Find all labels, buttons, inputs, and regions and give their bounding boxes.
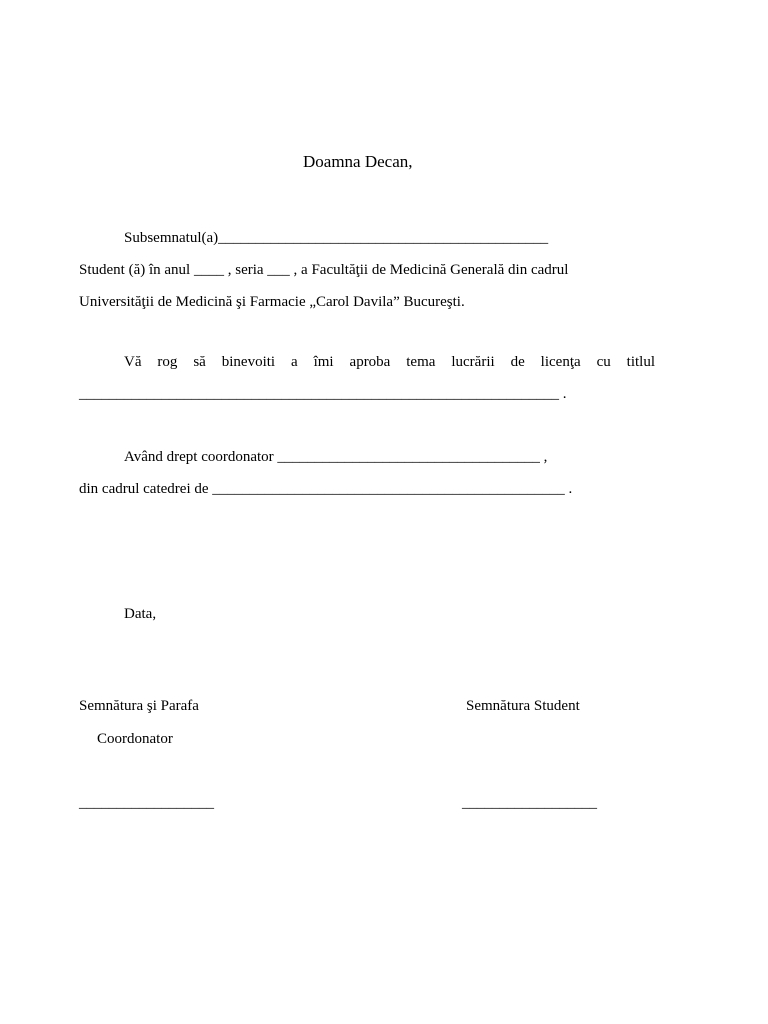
university-line: Universităţii de Medicină şi Farmacie „Carol Davila” Bucureşti. (79, 294, 465, 310)
student-year-series-line: Student (ă) în anul ____ , seria ___ , a Facultăţii de Medicină Generală din cadrul (79, 262, 569, 278)
coordinator-signature-blank: __________________ (79, 795, 214, 811)
coordinator-signature-label: Semnătura şi Parafa (79, 698, 199, 714)
date-label: Data, (124, 606, 157, 622)
coordinator-line: Având drept coordonator ___________________________________ , (124, 449, 548, 465)
department-line: din cadrul catedrei de _______________________________________________ . (79, 481, 573, 497)
thesis-title-blank-line: ________________________________________________________________ . (79, 386, 567, 402)
request-line: Vă rog să binevoiti a îmi aproba tema lucrării de licenţa cu titlul (124, 354, 655, 370)
salutation-title: Doamna Decan, (303, 152, 413, 171)
coordinator-signature-label-2: Coordonator (97, 731, 173, 747)
student-signature-label: Semnătura Student (466, 698, 580, 714)
undersigned-line: Subsemnatul(a)____________________________________________ (124, 230, 549, 246)
student-signature-blank: __________________ (462, 795, 597, 811)
